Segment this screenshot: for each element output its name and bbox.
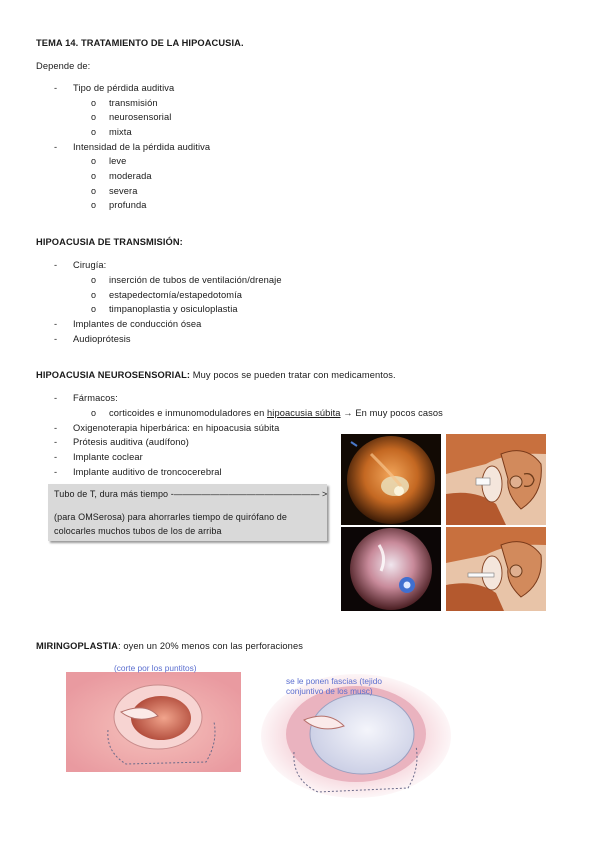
list-dash: - <box>54 437 58 447</box>
arrow-icon: → <box>340 408 356 418</box>
otoscope-image-tube <box>341 434 441 525</box>
section-heading <box>36 640 303 652</box>
note-line: (para OMSerosa) para ahorrarles tiempo de quirófano de <box>54 512 288 522</box>
list-item: Tipo de pérdida auditiva <box>73 83 175 93</box>
list-item: Cirugía: <box>73 260 107 270</box>
list-item: Audioprótesis <box>73 334 131 344</box>
list-circle: o <box>91 171 97 181</box>
farm-underlined: hipoacusia súbita <box>267 408 341 418</box>
list-circle: o <box>91 112 97 122</box>
list-item: Implante coclear <box>73 452 143 462</box>
list-dash: - <box>54 334 58 344</box>
list-item: Intensidad de la pérdida auditiva <box>73 142 211 152</box>
list-dash: - <box>54 319 58 329</box>
list-item: Prótesis auditiva (audífono) <box>73 437 189 447</box>
list-item: profunda <box>109 200 147 210</box>
list-circle: o <box>91 98 97 108</box>
section-heading-bold: MIRINGOPLASTIA <box>36 641 118 651</box>
list-item: Implante auditivo de troncocerebral <box>73 467 222 477</box>
list-item: moderada <box>109 171 152 181</box>
list-circle: o <box>91 186 97 196</box>
list-circle: o <box>91 304 97 314</box>
intro-text: Depende de: <box>36 61 91 71</box>
section-heading-rest: : oyen un 20% menos con las perforaciones <box>117 641 303 651</box>
list-item: neurosensorial <box>109 112 172 122</box>
farm-post: En muy pocos casos <box>355 408 443 418</box>
caption: (corte por los puntitos) <box>114 663 197 673</box>
list-dash: - <box>54 452 58 462</box>
list-item: inserción de tubos de ventilación/drenaje <box>109 275 282 285</box>
list-circle: o <box>91 275 97 285</box>
section-heading-bold: HIPOACUSIA NEUROSENSORIAL: <box>36 370 191 380</box>
list-dash: - <box>54 393 58 403</box>
note-line: Tubo de T, dura más tiempo -———————————————— > <box>54 489 328 499</box>
list-dash: - <box>54 260 58 270</box>
caption: conjuntivo de los musc) <box>286 686 373 696</box>
tympanic-membrane-image-cut <box>66 672 241 772</box>
list-circle: o <box>91 127 97 137</box>
list-item: severa <box>109 186 138 196</box>
ear-anatomy-image-tube <box>446 434 546 525</box>
list-item: Fármacos: <box>73 393 118 403</box>
list-item: leve <box>109 156 127 166</box>
list-dash: - <box>54 142 58 152</box>
note-line: colocarles muchos tubos de los de arriba <box>54 526 222 536</box>
list-item: mixta <box>109 127 132 137</box>
section-heading <box>36 369 396 381</box>
list-circle: o <box>91 408 97 418</box>
section-heading: HIPOACUSIA DE TRANSMISIÓN: <box>36 237 183 247</box>
farm-pre: corticoides e inmunomoduladores en <box>109 408 268 418</box>
list-circle: o <box>91 156 97 166</box>
list-dash: - <box>54 423 58 433</box>
list-item: Oxigenoterapia hiperbárica: en hipoacusia súbita <box>73 423 280 433</box>
caption: se le ponen fascias (tejido <box>286 676 382 686</box>
list-dash: - <box>54 83 58 93</box>
list-item: transmisión <box>109 98 158 108</box>
list-item: estapedectomía/estapedotomía <box>109 290 243 300</box>
list-dash: - <box>54 467 58 477</box>
page-title: TEMA 14. TRATAMIENTO DE LA HIPOACUSIA. <box>36 38 244 48</box>
otoscope-image-t-tube <box>341 527 441 611</box>
list-item: Implantes de conducción ósea <box>73 319 202 329</box>
list-circle: o <box>91 290 97 300</box>
section-heading-rest: Muy pocos se pueden tratar con medicamentos. <box>190 370 396 380</box>
ear-anatomy-image-t-tube <box>446 527 546 611</box>
note-box <box>48 484 327 541</box>
list-item <box>109 407 443 419</box>
list-item: timpanoplastia y osiculoplastia <box>109 304 238 314</box>
list-circle: o <box>91 200 97 210</box>
